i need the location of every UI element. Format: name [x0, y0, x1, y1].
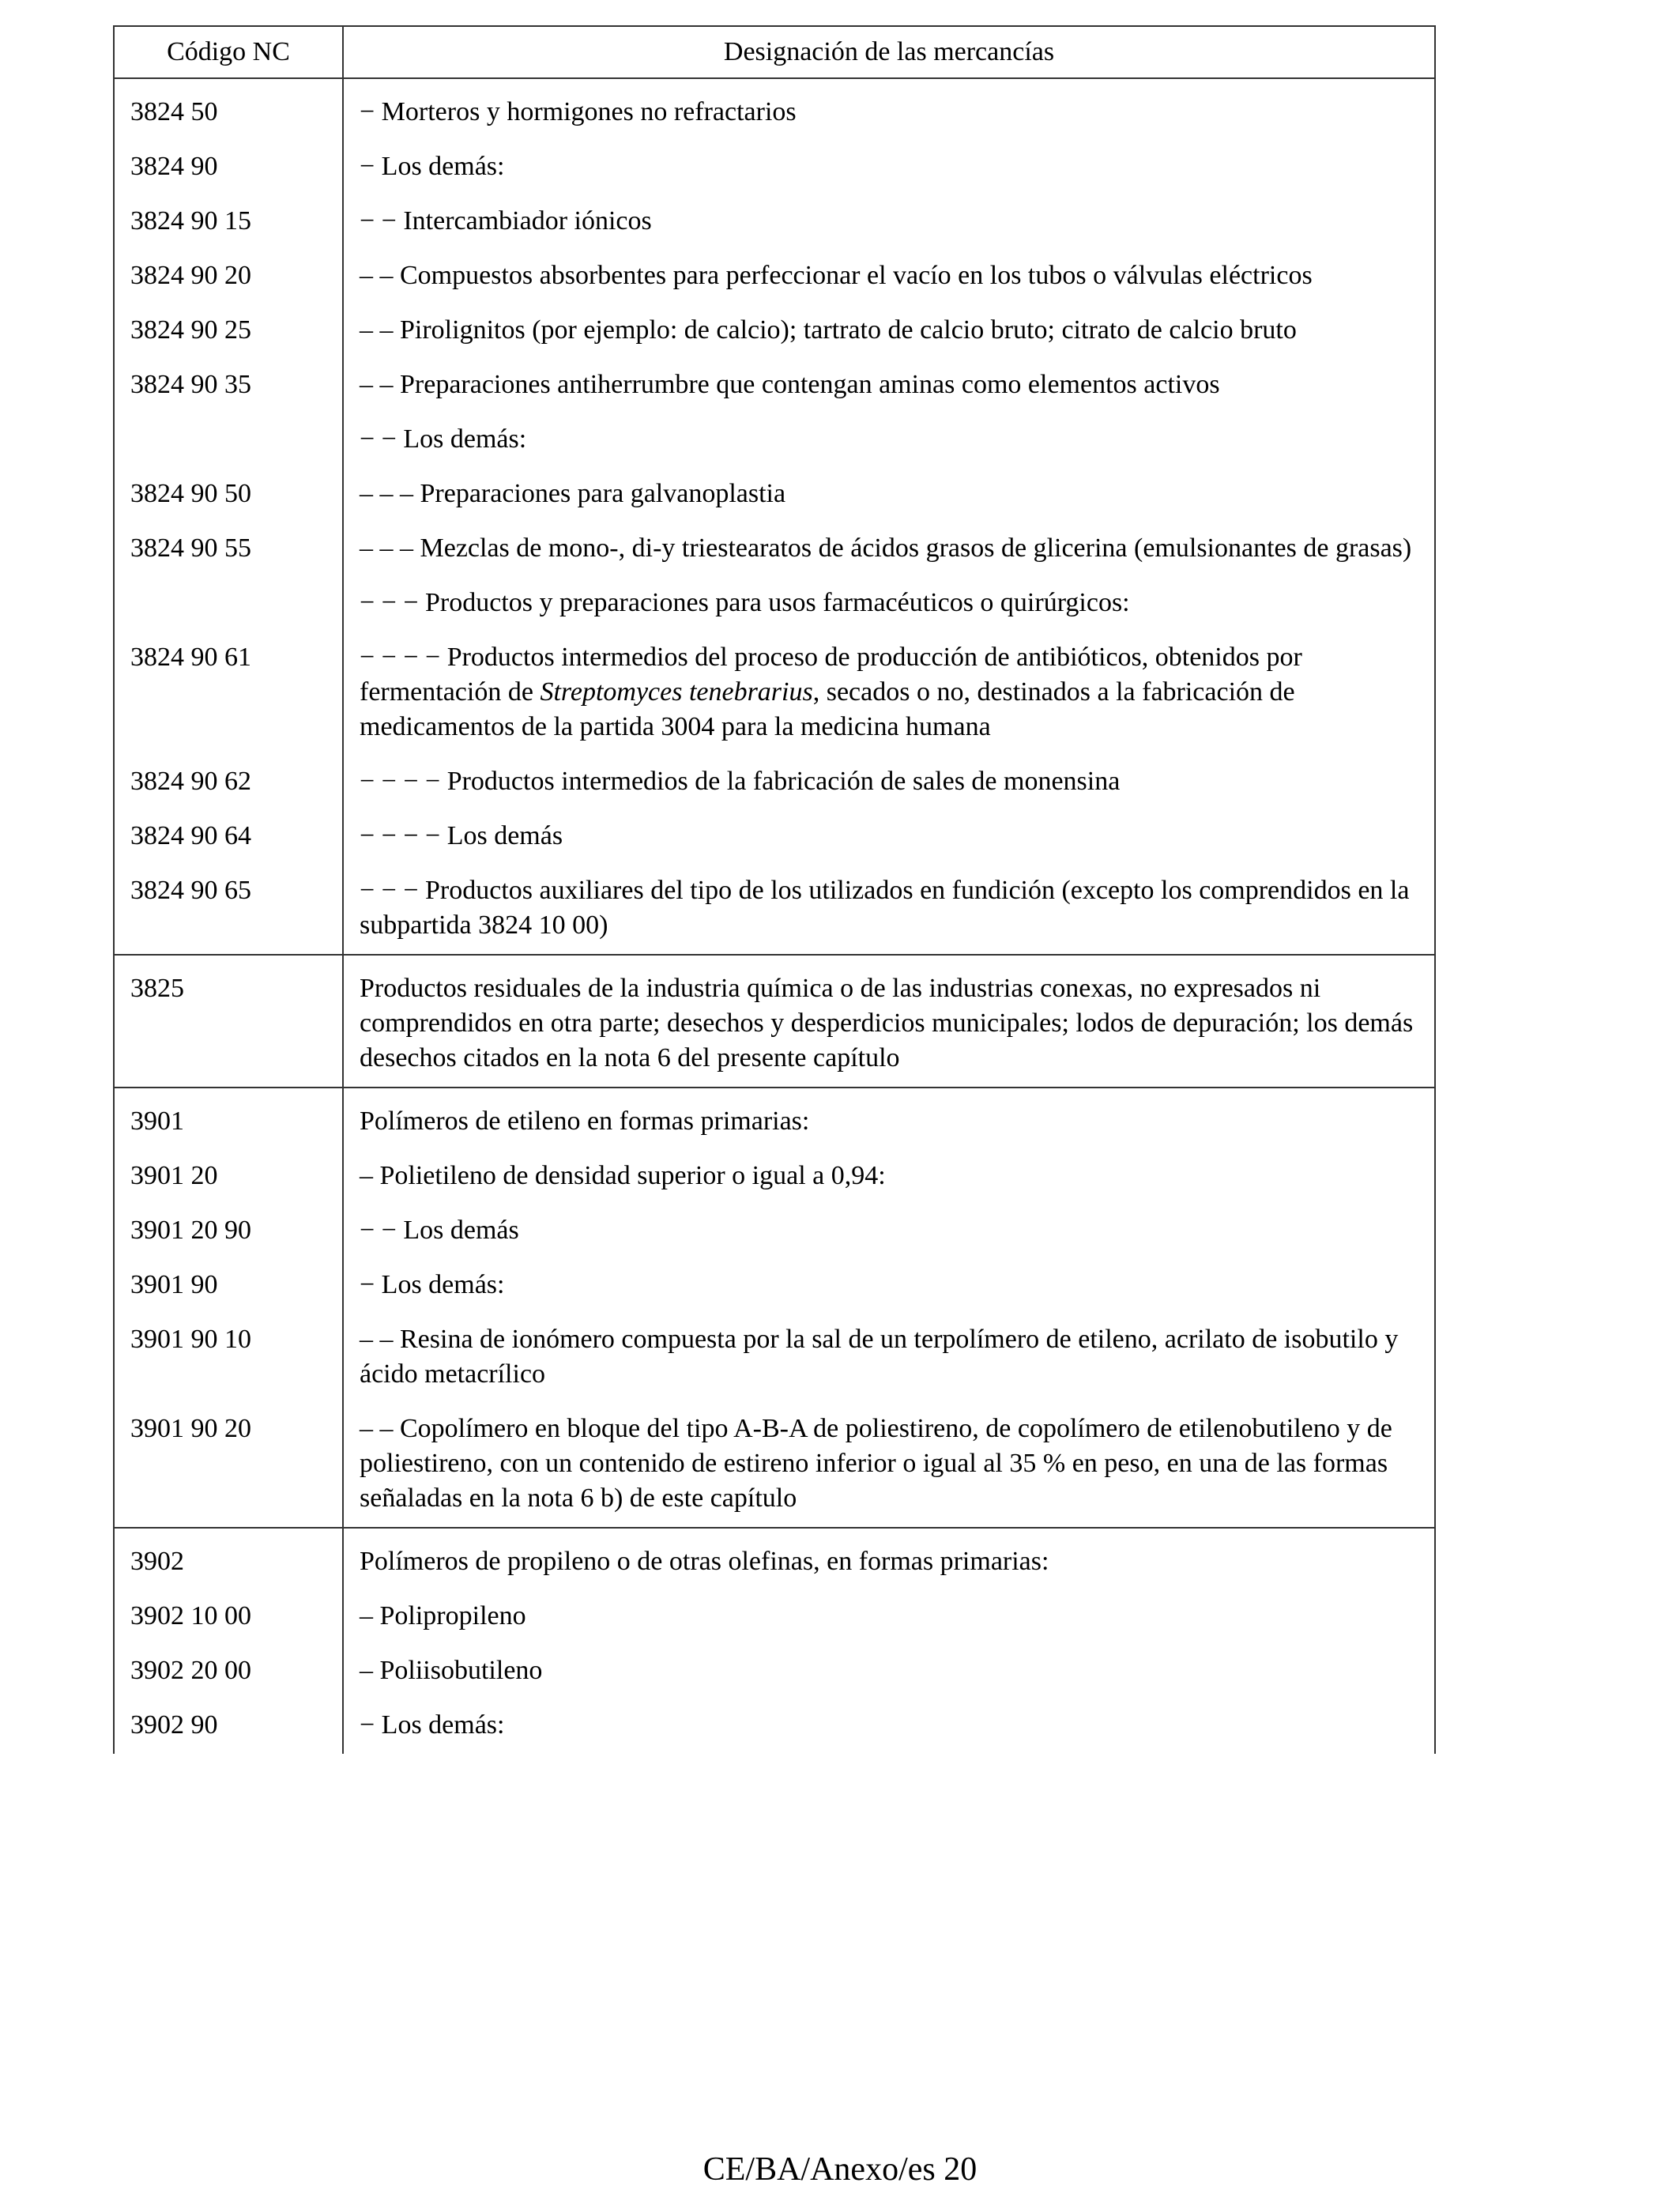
goods-table [113, 25, 1436, 1754]
header-code: Código NC [114, 26, 343, 78]
nc-code: 3824 90 25 [114, 303, 343, 358]
nc-code: 3902 90 [114, 1698, 343, 1754]
species-name: Streptomyces tenebrarius [540, 677, 813, 707]
nc-code [114, 576, 343, 631]
designation: – – Resina de ionómero compuesta por la sal de un terpolímero de etileno, acrilato de isobutilo y ácido metacrílico [343, 1313, 1435, 1402]
page-footer-reference: CE/BA/Anexo/es 20 [703, 2151, 977, 2188]
table-row [114, 809, 1435, 864]
designation: − − − − Productos intermedios de la fabricación de sales de monensina [343, 755, 1435, 809]
designation: − − − Productos auxiliares del tipo de los utilizados en fundición (excepto los comprendidos en la subpartida 3824 10 00) [343, 864, 1435, 955]
table-row [114, 78, 1435, 140]
nc-code: 3824 90 35 [114, 358, 343, 413]
table-row [114, 576, 1435, 631]
designation: – Polietileno de densidad superior o igual a 0,94: [343, 1149, 1435, 1204]
nc-code: 3901 20 90 [114, 1204, 343, 1258]
table-row [114, 140, 1435, 194]
nc-code [114, 413, 343, 467]
designation: − Morteros y hormigones no refractarios [343, 78, 1435, 140]
table-row [114, 755, 1435, 809]
designation: − Los demás: [343, 1698, 1435, 1754]
nc-code: 3825 [114, 955, 343, 1088]
nc-code: 3902 10 00 [114, 1589, 343, 1644]
table-row [114, 955, 1435, 1088]
designation: – – – Preparaciones para galvanoplastia [343, 467, 1435, 522]
nc-code: 3824 90 50 [114, 467, 343, 522]
nc-code: 3824 90 20 [114, 249, 343, 303]
designation: Productos residuales de la industria química o de las industrias conexas, no expresados ni comprendidos en otra parte; desechos y desperdicios municipales; lodos de depuración; los demás desechos citados en la nota 6 del presente capítulo [343, 955, 1435, 1088]
designation: – – Pirolignitos (por ejemplo: de calcio); tartrato de calcio bruto; citrato de calcio bruto [343, 303, 1435, 358]
nc-code: 3824 50 [114, 78, 343, 140]
designation: − − Intercambiador iónicos [343, 194, 1435, 249]
table-row [114, 1698, 1435, 1754]
table-row [114, 631, 1435, 755]
designation-text: , secados o no, destinados a la fabricación de medicamentos de la partida 3004 para la medicina humana [360, 677, 1295, 741]
designation: – – Preparaciones antiherrumbre que contengan aminas como elementos activos [343, 358, 1435, 413]
table-row [114, 1313, 1435, 1402]
designation: – – Copolímero en bloque del tipo A-B-A de poliestireno, de copolímero de etilenobutileno y de poliestireno, con un contenido de estireno inferior o igual al 35 % en peso, en una de las formas señaladas en la nota 6 b) de este capítulo [343, 1402, 1435, 1528]
designation: – Poliisobutileno [343, 1644, 1435, 1698]
nc-code: 3901 90 10 [114, 1313, 343, 1402]
nc-code: 3901 90 20 [114, 1402, 343, 1528]
nc-code: 3824 90 65 [114, 864, 343, 955]
nc-code: 3902 20 00 [114, 1644, 343, 1698]
table-row [114, 303, 1435, 358]
nc-code: 3824 90 64 [114, 809, 343, 864]
header-row [114, 26, 1435, 78]
designation: − − − Productos y preparaciones para usos farmacéuticos o quirúrgicos: [343, 576, 1435, 631]
table-row [114, 864, 1435, 955]
nc-code: 3901 90 [114, 1258, 343, 1313]
designation: − Los demás: [343, 1258, 1435, 1313]
designation: − − − − Los demás [343, 809, 1435, 864]
designation: – – Compuestos absorbentes para perfeccionar el vacío en los tubos o válvulas eléctricos [343, 249, 1435, 303]
designation-text: − − − − Productos intermedios del proceso de producción de antibióticos, obtenidos por fermentación de [360, 643, 1302, 707]
table-row [114, 413, 1435, 467]
nc-code: 3824 90 15 [114, 194, 343, 249]
designation: Polímeros de propileno o de otras olefinas, en formas primarias: [343, 1528, 1435, 1589]
table-row [114, 1402, 1435, 1528]
table-group [114, 78, 1435, 955]
designation: Polímeros de etileno en formas primarias: [343, 1088, 1435, 1149]
table-row [114, 1088, 1435, 1149]
nc-code: 3824 90 61 [114, 631, 343, 755]
table-row [114, 1204, 1435, 1258]
table-row [114, 522, 1435, 576]
header-designation: Designación de las mercancías [343, 26, 1435, 78]
nc-code: 3901 20 [114, 1149, 343, 1204]
table-row [114, 1589, 1435, 1644]
table-row [114, 1258, 1435, 1313]
table-group [114, 955, 1435, 1088]
table-group [114, 1528, 1435, 1754]
nc-code: 3902 [114, 1528, 343, 1589]
designation: − − Los demás: [343, 413, 1435, 467]
table-row [114, 1149, 1435, 1204]
table-row [114, 194, 1435, 249]
designation: − − Los demás [343, 1204, 1435, 1258]
table-group [114, 1088, 1435, 1528]
nc-code: 3824 90 62 [114, 755, 343, 809]
nc-code: 3824 90 [114, 140, 343, 194]
table-row [114, 1528, 1435, 1589]
designation: − Los demás: [343, 140, 1435, 194]
table-row [114, 1644, 1435, 1698]
nc-code: 3901 [114, 1088, 343, 1149]
table-row [114, 249, 1435, 303]
nc-code: 3824 90 55 [114, 522, 343, 576]
designation [343, 631, 1435, 755]
designation: – – – Mezclas de mono-, di-y triestearatos de ácidos grasos de glicerina (emulsionantes de grasas) [343, 522, 1435, 576]
table-row [114, 358, 1435, 413]
table-row [114, 467, 1435, 522]
designation: – Polipropileno [343, 1589, 1435, 1644]
